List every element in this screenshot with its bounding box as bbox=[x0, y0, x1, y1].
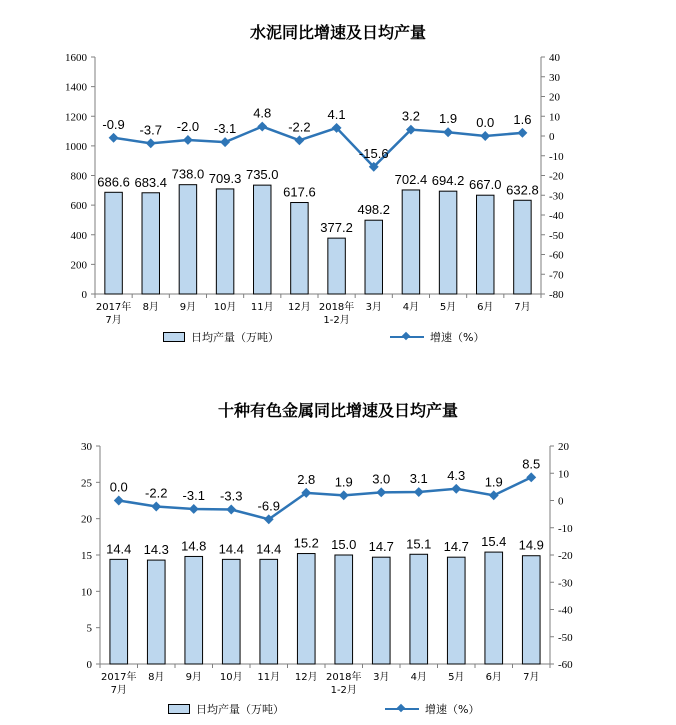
x-category-label: 2018年 bbox=[326, 672, 362, 683]
bar bbox=[254, 185, 271, 294]
bar-data-label: 617.6 bbox=[283, 184, 316, 200]
right-tick-label: 40 bbox=[549, 52, 560, 64]
nonferrous-metals-chart bbox=[0, 380, 676, 725]
growth-point bbox=[443, 127, 453, 137]
growth-point bbox=[226, 505, 236, 515]
bar-data-label: 14.4 bbox=[256, 541, 282, 557]
bar-data-label: 738.0 bbox=[171, 166, 205, 182]
bar bbox=[222, 559, 240, 664]
bar bbox=[297, 554, 315, 664]
bar-data-label: 14.3 bbox=[143, 542, 169, 558]
x-category-label: 8月 bbox=[148, 672, 165, 683]
right-tick-label: -30 bbox=[549, 190, 564, 203]
growth-data-label: 4.1 bbox=[327, 106, 346, 122]
left-tick-label: 5 bbox=[86, 622, 92, 635]
x-category-label: 10月 bbox=[219, 672, 243, 683]
right-tick-label: 10 bbox=[549, 111, 560, 124]
bar-data-label: 377.2 bbox=[320, 220, 353, 236]
right-tick-label: -80 bbox=[549, 289, 564, 301]
bar bbox=[410, 554, 428, 664]
growth-point bbox=[517, 128, 527, 138]
x-category-label: 3月 bbox=[373, 672, 390, 683]
growth-data-label: -0.9 bbox=[102, 116, 125, 132]
growth-point bbox=[109, 133, 119, 143]
bar bbox=[335, 555, 353, 664]
right-tick-label: -30 bbox=[558, 577, 573, 590]
bar-data-label: 15.0 bbox=[331, 537, 357, 552]
right-tick-label: -10 bbox=[549, 150, 564, 163]
x-category-label: 11月 bbox=[257, 672, 281, 683]
bar bbox=[142, 193, 159, 294]
bar-data-label: 15.1 bbox=[406, 536, 432, 552]
bar-data-label: 14.4 bbox=[106, 541, 132, 557]
growth-data-label: 8.5 bbox=[522, 456, 541, 472]
bar bbox=[372, 557, 390, 664]
growth-line bbox=[119, 477, 532, 519]
bar-data-label: 735.0 bbox=[245, 167, 279, 183]
growth-point bbox=[489, 490, 499, 500]
legend-line-marker bbox=[385, 708, 419, 710]
growth-data-label: -3.7 bbox=[139, 122, 162, 138]
left-tick-label: 10 bbox=[81, 586, 92, 599]
growth-point bbox=[294, 135, 304, 145]
bar bbox=[365, 220, 382, 294]
left-tick-label: 1000 bbox=[65, 140, 87, 153]
left-tick-label: 1400 bbox=[65, 81, 87, 94]
bar bbox=[439, 191, 456, 294]
x-category-label: 7月 bbox=[110, 685, 127, 696]
growth-point bbox=[146, 138, 156, 148]
x-category-label: 4月 bbox=[410, 672, 427, 683]
bar bbox=[402, 190, 419, 294]
right-tick-label: -20 bbox=[549, 170, 564, 183]
left-tick-label: 1200 bbox=[65, 111, 87, 124]
bar-data-label: 498.2 bbox=[357, 202, 391, 218]
bar-data-label: 709.3 bbox=[208, 170, 242, 186]
legend-line-label: 增速（%） bbox=[430, 331, 485, 344]
left-tick-label: 0 bbox=[86, 659, 92, 671]
left-tick-label: 600 bbox=[70, 200, 87, 213]
bar bbox=[514, 200, 531, 294]
x-category-label: 1-2月 bbox=[330, 685, 357, 696]
left-tick-label: 400 bbox=[70, 229, 87, 242]
x-category-label: 2018年 bbox=[318, 302, 355, 313]
right-tick-label: -60 bbox=[549, 249, 564, 262]
growth-data-label: 3.0 bbox=[372, 471, 391, 487]
left-tick-label: 800 bbox=[70, 170, 87, 183]
bar-data-label: 14.4 bbox=[218, 541, 244, 557]
growth-data-label: 1.6 bbox=[513, 111, 532, 127]
x-category-label: 7月 bbox=[514, 302, 531, 313]
legend-bar-swatch bbox=[168, 704, 190, 714]
right-tick-label: -50 bbox=[558, 631, 573, 644]
x-category-label: 12月 bbox=[288, 302, 311, 313]
growth-data-label: 4.8 bbox=[253, 105, 272, 121]
growth-data-label: -6.9 bbox=[257, 498, 280, 514]
growth-point bbox=[114, 496, 124, 506]
bar-data-label: 14.7 bbox=[368, 539, 394, 555]
x-category-label: 7月 bbox=[105, 315, 122, 326]
left-tick-label: 20 bbox=[81, 513, 92, 526]
bar-data-label: 15.4 bbox=[481, 534, 507, 550]
growth-data-label: -2.0 bbox=[176, 118, 200, 134]
x-category-label: 9月 bbox=[185, 672, 202, 683]
right-tick-label: -10 bbox=[558, 522, 573, 535]
legend-line-label: 增速（%） bbox=[425, 703, 480, 716]
cement-chart bbox=[0, 0, 676, 360]
bar bbox=[216, 189, 233, 294]
right-tick-label: -70 bbox=[549, 269, 564, 282]
left-tick-label: 0 bbox=[81, 289, 87, 301]
growth-point bbox=[339, 490, 349, 500]
legend-bar-label: 日均产量（万吨） bbox=[196, 703, 284, 716]
bar bbox=[179, 185, 196, 294]
bar bbox=[447, 557, 465, 664]
x-category-label: 11月 bbox=[250, 302, 274, 313]
right-tick-label: 0 bbox=[558, 495, 564, 508]
growth-point bbox=[257, 122, 267, 132]
growth-point bbox=[526, 472, 536, 482]
x-category-label: 5月 bbox=[439, 302, 457, 313]
bar bbox=[291, 203, 308, 294]
right-tick-label: -20 bbox=[558, 550, 573, 562]
bar-data-label: 14.9 bbox=[518, 537, 544, 553]
x-category-label: 2017年 bbox=[101, 672, 137, 683]
bar bbox=[105, 192, 122, 294]
growth-data-label: -3.1 bbox=[182, 487, 205, 503]
right-tick-label: 0 bbox=[549, 131, 555, 143]
growth-point bbox=[480, 131, 490, 141]
right-tick-label: 20 bbox=[549, 91, 560, 104]
x-category-label: 12月 bbox=[294, 672, 318, 683]
bar-data-label: 686.6 bbox=[97, 174, 130, 190]
bar-data-label: 15.2 bbox=[293, 535, 319, 551]
x-category-label: 5月 bbox=[448, 672, 465, 683]
growth-data-label: 3.1 bbox=[409, 471, 428, 487]
left-tick-label: 25 bbox=[81, 477, 92, 490]
legend-bar-entry bbox=[168, 701, 284, 717]
chart-title: 十种有色金属同比增速及日均产量 bbox=[217, 401, 458, 420]
x-category-label: 7月 bbox=[523, 672, 540, 683]
left-tick-label: 30 bbox=[81, 441, 92, 453]
bar bbox=[485, 552, 503, 664]
x-category-label: 6月 bbox=[477, 302, 494, 313]
growth-point bbox=[183, 135, 193, 145]
right-tick-label: 10 bbox=[558, 468, 569, 481]
bar-data-label: 14.7 bbox=[443, 539, 469, 555]
bar-data-label: 694.2 bbox=[431, 173, 465, 189]
x-category-label: 9月 bbox=[179, 302, 197, 313]
bar bbox=[477, 195, 494, 294]
bar-data-label: 702.4 bbox=[394, 171, 428, 187]
bar-data-label: 632.8 bbox=[506, 182, 539, 198]
growth-point bbox=[414, 487, 424, 497]
growth-data-label: -3.3 bbox=[220, 488, 243, 504]
growth-data-label: -15.6 bbox=[358, 145, 389, 161]
growth-point bbox=[151, 502, 161, 512]
x-category-label: 3月 bbox=[365, 302, 382, 313]
left-tick-label: 15 bbox=[81, 550, 92, 562]
nonferrous-plot bbox=[0, 380, 676, 695]
bar bbox=[147, 560, 165, 664]
growth-data-label: 0.0 bbox=[476, 115, 495, 130]
cement-plot bbox=[0, 0, 676, 326]
right-tick-label: -60 bbox=[558, 659, 573, 671]
bar-data-label: 683.4 bbox=[134, 174, 168, 190]
growth-line bbox=[114, 127, 523, 167]
growth-data-label: 0.0 bbox=[109, 479, 128, 495]
growth-data-label: 1.9 bbox=[334, 474, 353, 490]
x-category-label: 1-2月 bbox=[323, 315, 350, 326]
legend-line-entry bbox=[385, 701, 479, 717]
right-tick-label: -40 bbox=[558, 604, 573, 617]
bar-data-label: 14.8 bbox=[181, 538, 207, 554]
bar bbox=[260, 559, 278, 664]
x-category-label: 10月 bbox=[213, 302, 237, 313]
bar bbox=[185, 556, 203, 664]
legend-bar-swatch bbox=[163, 332, 185, 342]
growth-data-label: -3.1 bbox=[213, 121, 237, 137]
right-tick-label: 20 bbox=[558, 441, 569, 453]
growth-data-label: 3.2 bbox=[401, 108, 420, 124]
chart-title: 水泥同比增速及日均产量 bbox=[249, 23, 426, 42]
x-category-label: 6月 bbox=[485, 672, 502, 683]
growth-point bbox=[451, 484, 461, 494]
left-tick-label: 200 bbox=[70, 259, 87, 272]
growth-point bbox=[189, 504, 199, 514]
bar bbox=[110, 559, 128, 664]
legend-line-marker bbox=[390, 336, 424, 338]
bar bbox=[328, 238, 345, 294]
bar bbox=[522, 556, 540, 664]
legend-bar-entry bbox=[163, 329, 279, 345]
x-category-label: 2017年 bbox=[95, 302, 132, 313]
legend-bar-label: 日均产量（万吨） bbox=[191, 331, 279, 344]
growth-point bbox=[376, 487, 386, 497]
right-tick-label: 30 bbox=[549, 71, 560, 84]
growth-data-label: 2.8 bbox=[297, 471, 316, 487]
growth-point bbox=[220, 137, 230, 147]
x-category-label: 4月 bbox=[402, 302, 420, 313]
growth-data-label: -2.2 bbox=[288, 119, 311, 135]
growth-data-label: 1.9 bbox=[484, 474, 503, 490]
x-category-label: 8月 bbox=[142, 302, 159, 313]
legend-line-entry bbox=[390, 329, 484, 345]
right-tick-label: -40 bbox=[549, 210, 564, 222]
right-tick-label: -50 bbox=[549, 229, 564, 242]
growth-data-label: -2.2 bbox=[145, 485, 168, 501]
left-tick-label: 1600 bbox=[65, 52, 87, 64]
growth-data-label: 1.9 bbox=[439, 111, 458, 127]
bar-data-label: 667.0 bbox=[468, 177, 502, 193]
growth-data-label: 4.3 bbox=[447, 467, 466, 483]
